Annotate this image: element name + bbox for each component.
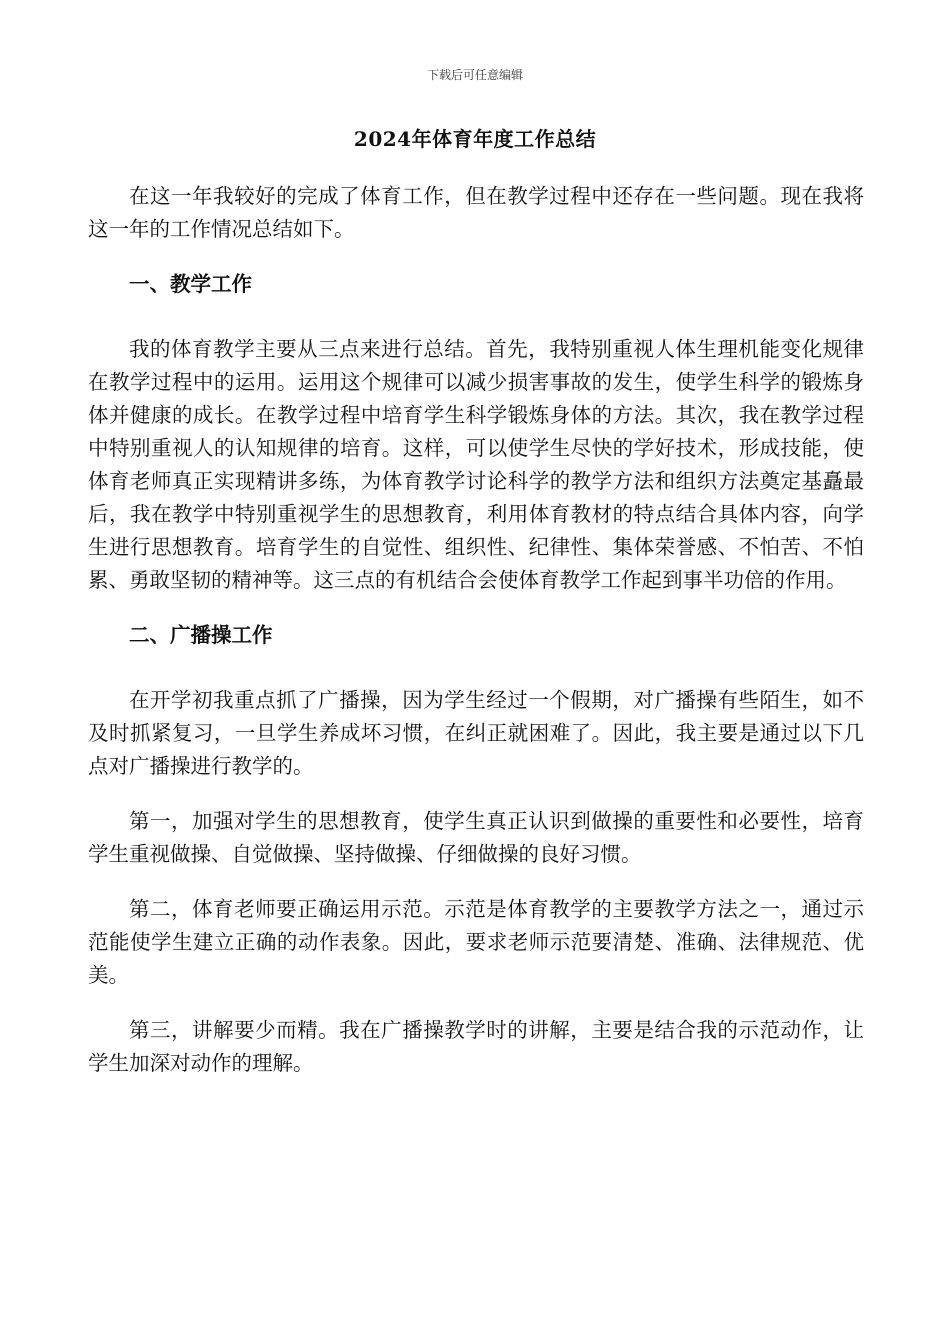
intro-paragraph: 在这一年我较好的完成了体育工作，但在教学过程中还存在一些问题。现在我将这一年的工作情况总结如下。 bbox=[88, 184, 864, 241]
section-heading-teaching: 一、教学工作 bbox=[129, 272, 252, 296]
section-heading-broadcast-exercise: 二、广播操工作 bbox=[129, 623, 273, 647]
broadcast-paragraph-1: 在开学初我重点抓了广播操，因为学生经过一个假期，对广播操有些陌生，如不及时抓紧复习，一旦学生养成坏习惯，在纠正就困难了。因此，我主要是通过以下几点对广播操进行教学的。 bbox=[88, 688, 864, 778]
broadcast-paragraph-3: 第二，体育老师要正确运用示范。示范是体育教学的主要教学方法之一，通过示范能使学生建立正确的动作表象。因此，要求老师示范要清楚、准确、法律规范、优美。 bbox=[88, 897, 864, 987]
document-title: 2024年体育年度工作总结 bbox=[353, 127, 597, 151]
broadcast-paragraph-4: 第三，讲解要少而精。我在广播操教学时的讲解，主要是结合我的示范动作，让学生加深对动作的理解。 bbox=[88, 1018, 864, 1075]
teaching-paragraph: 我的体育教学主要从三点来进行总结。首先，我特别重视人体生理机能变化规律在教学过程中的运用。运用这个规律可以减少损害事故的发生，使学生科学的锻炼身体并健康的成长。在教学过程中培育学生科学锻炼身体的方法。其次，我在教学过程中特别重视人的认知规律的培育。这样，可以使学生尽快的学好技术，形成技能，使体育老师真正实现精讲多练，为体育教学讨论科学的教学方法和组织方法奠定基矗最后，我在教学中特别重视学生的思想教育，利用体育教材的特点结合具体内容，向学生进行思想教育。培育学生的自觉性、组织性、纪律性、集体荣誉感、不怕苦、不怕累、勇敢坚韧的精神等。这三点的有机结合会使体育教学工作起到事半功倍的作用。 bbox=[88, 337, 864, 592]
broadcast-paragraph-2: 第一，加强对学生的思想教育，使学生真正认识到做操的重要性和必要性，培育学生重视做操、自觉做操、坚持做操、仔细做操的良好习惯。 bbox=[88, 809, 864, 866]
document-body bbox=[88, 180, 864, 1102]
header-note: 下载后可任意编辑 bbox=[426, 68, 523, 82]
